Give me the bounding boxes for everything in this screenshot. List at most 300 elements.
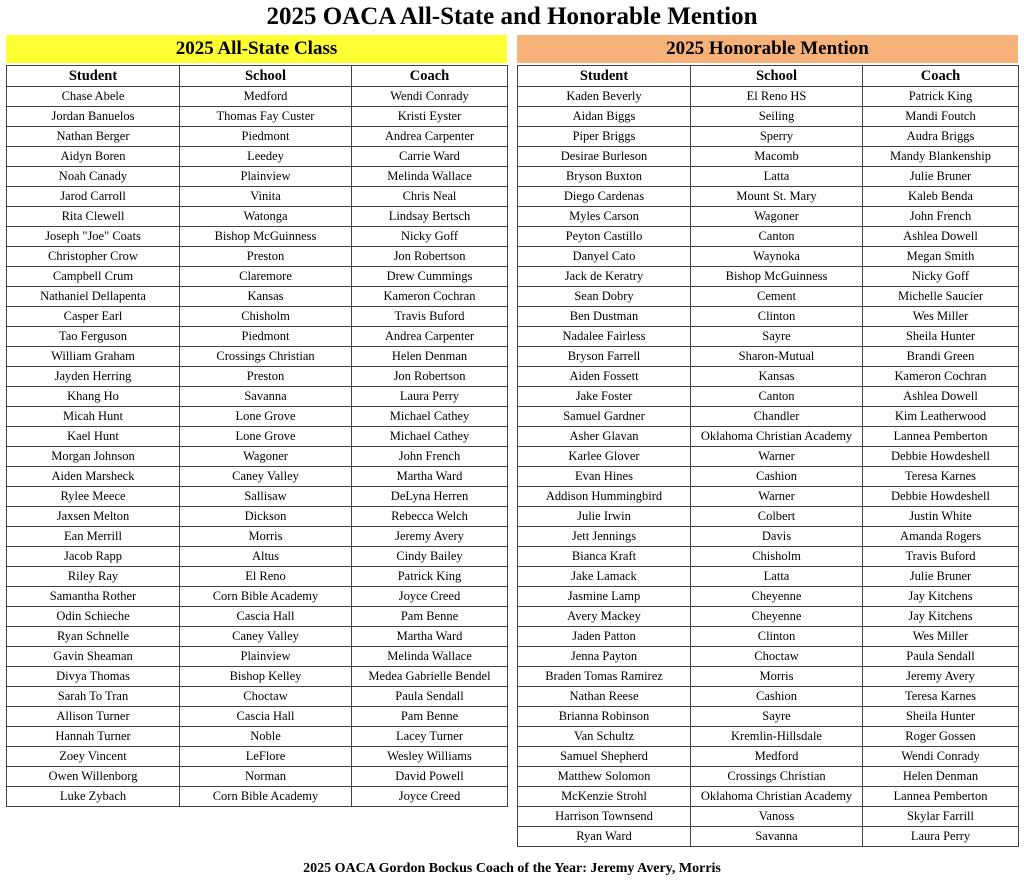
- table-row: [7, 407, 508, 427]
- school-cell: Colbert: [691, 507, 863, 527]
- table-row: [7, 87, 508, 107]
- school-cell: Sharon-Mutual: [691, 347, 863, 367]
- coach-cell: Patrick King: [863, 87, 1019, 107]
- student-cell: Hannah Turner: [7, 727, 180, 747]
- table-row: [7, 127, 508, 147]
- school-cell: Leedey: [180, 147, 352, 167]
- school-cell: Clinton: [691, 627, 863, 647]
- school-cell: Crossings Christian: [180, 347, 352, 367]
- school-cell: Vanoss: [691, 807, 863, 827]
- coach-cell: Michael Cathey: [352, 407, 508, 427]
- table-row: [518, 287, 1019, 307]
- table-row: [518, 647, 1019, 667]
- coach-cell: Joyce Creed: [352, 587, 508, 607]
- school-cell: Plainview: [180, 167, 352, 187]
- student-cell: Jayden Herring: [7, 367, 180, 387]
- school-cell: Claremore: [180, 267, 352, 287]
- student-cell: Jett Jennings: [518, 527, 691, 547]
- coach-cell: Audra Briggs: [863, 127, 1019, 147]
- school-cell: Choctaw: [180, 687, 352, 707]
- student-cell: Piper Briggs: [518, 127, 691, 147]
- school-cell: Plainview: [180, 647, 352, 667]
- coach-cell: John French: [352, 447, 508, 467]
- school-cell: Savanna: [691, 827, 863, 847]
- school-cell: Bishop McGuinness: [691, 267, 863, 287]
- table-row: [7, 487, 508, 507]
- student-cell: Samuel Gardner: [518, 407, 691, 427]
- student-cell: Desirae Burleson: [518, 147, 691, 167]
- table-row: [518, 527, 1019, 547]
- student-cell: Ean Merrill: [7, 527, 180, 547]
- student-cell: Bryson Buxton: [518, 167, 691, 187]
- coach-cell: Kaleb Benda: [863, 187, 1019, 207]
- coach-cell: Amanda Rogers: [863, 527, 1019, 547]
- student-cell: Chase Abele: [7, 87, 180, 107]
- student-cell: Harrison Townsend: [518, 807, 691, 827]
- school-cell: Oklahoma Christian Academy: [691, 427, 863, 447]
- table-row: [518, 787, 1019, 807]
- school-cell: Cascia Hall: [180, 607, 352, 627]
- honorable-mention-table: [517, 65, 1019, 847]
- school-cell: Chandler: [691, 407, 863, 427]
- table-row: [7, 267, 508, 287]
- school-cell: Watonga: [180, 207, 352, 227]
- coach-cell: Sheila Hunter: [863, 707, 1019, 727]
- column-header-coach: Coach: [863, 66, 1019, 87]
- table-row: [518, 87, 1019, 107]
- school-cell: Seiling: [691, 107, 863, 127]
- student-cell: Danyel Cato: [518, 247, 691, 267]
- school-cell: Warner: [691, 447, 863, 467]
- school-cell: Cheyenne: [691, 607, 863, 627]
- school-cell: Vinita: [180, 187, 352, 207]
- school-cell: Bishop McGuinness: [180, 227, 352, 247]
- table-row: [7, 387, 508, 407]
- coach-cell: Andrea Carpenter: [352, 127, 508, 147]
- student-cell: William Graham: [7, 347, 180, 367]
- all-state-rows: [7, 87, 508, 807]
- table-row: [518, 667, 1019, 687]
- student-cell: Luke Zybach: [7, 787, 180, 807]
- school-cell: Dickson: [180, 507, 352, 527]
- table-row: [518, 447, 1019, 467]
- table-row: [7, 747, 508, 767]
- school-cell: Chisholm: [180, 307, 352, 327]
- student-cell: Gavin Sheaman: [7, 647, 180, 667]
- coach-cell: Jon Robertson: [352, 247, 508, 267]
- coach-cell: Nicky Goff: [352, 227, 508, 247]
- student-cell: Riley Ray: [7, 567, 180, 587]
- coach-cell: Laura Perry: [863, 827, 1019, 847]
- student-cell: Morgan Johnson: [7, 447, 180, 467]
- school-cell: Norman: [180, 767, 352, 787]
- coach-cell: John French: [863, 207, 1019, 227]
- school-cell: Oklahoma Christian Academy: [691, 787, 863, 807]
- table-row: [7, 227, 508, 247]
- coach-cell: Kim Leatherwood: [863, 407, 1019, 427]
- coach-cell: Justin White: [863, 507, 1019, 527]
- coach-cell: Jeremy Avery: [863, 667, 1019, 687]
- table-row: [518, 227, 1019, 247]
- honorable-mention-rows: [518, 87, 1019, 847]
- table-row: [7, 787, 508, 807]
- school-cell: Thomas Fay Custer: [180, 107, 352, 127]
- table-row: [7, 467, 508, 487]
- school-cell: Lone Grove: [180, 407, 352, 427]
- student-cell: Kaden Beverly: [518, 87, 691, 107]
- table-row: [7, 647, 508, 667]
- school-cell: Cashion: [691, 687, 863, 707]
- student-cell: Jaxsen Melton: [7, 507, 180, 527]
- table-row: [518, 687, 1019, 707]
- school-cell: Preston: [180, 367, 352, 387]
- coach-cell: Nicky Goff: [863, 267, 1019, 287]
- all-state-heading: 2025 All-State Class: [6, 35, 507, 63]
- school-cell: Davis: [691, 527, 863, 547]
- coach-cell: Kristi Eyster: [352, 107, 508, 127]
- coach-cell: Teresa Karnes: [863, 467, 1019, 487]
- table-row: [7, 527, 508, 547]
- student-cell: Evan Hines: [518, 467, 691, 487]
- table-row: [518, 147, 1019, 167]
- coach-cell: Julie Bruner: [863, 567, 1019, 587]
- table-row: [7, 607, 508, 627]
- coach-cell: Lannea Pemberton: [863, 427, 1019, 447]
- coach-cell: Travis Buford: [352, 307, 508, 327]
- student-cell: Micah Hunt: [7, 407, 180, 427]
- student-cell: Nathan Reese: [518, 687, 691, 707]
- student-cell: Aidyn Boren: [7, 147, 180, 167]
- school-cell: Kansas: [691, 367, 863, 387]
- coach-cell: Michael Cathey: [352, 427, 508, 447]
- coach-cell: Helen Denman: [863, 767, 1019, 787]
- all-state-table: [6, 65, 508, 807]
- school-cell: Latta: [691, 567, 863, 587]
- student-cell: Jake Foster: [518, 387, 691, 407]
- coach-cell: Wes Miller: [863, 627, 1019, 647]
- student-cell: Sean Dobry: [518, 287, 691, 307]
- column-header-coach: Coach: [352, 66, 508, 87]
- column-header-student: Student: [518, 66, 691, 87]
- school-cell: LeFlore: [180, 747, 352, 767]
- table-row: [7, 147, 508, 167]
- coach-cell: Andrea Carpenter: [352, 327, 508, 347]
- student-cell: McKenzie Strohl: [518, 787, 691, 807]
- coach-cell: Paula Sendall: [863, 647, 1019, 667]
- column-header-student: Student: [7, 66, 180, 87]
- school-cell: Piedmont: [180, 127, 352, 147]
- coach-cell: Wes Miller: [863, 307, 1019, 327]
- school-cell: Lone Grove: [180, 427, 352, 447]
- school-cell: Sallisaw: [180, 487, 352, 507]
- coach-cell: Wendi Conrady: [352, 87, 508, 107]
- coach-cell: Wendi Conrady: [863, 747, 1019, 767]
- school-cell: Kansas: [180, 287, 352, 307]
- student-cell: Owen Willenborg: [7, 767, 180, 787]
- school-cell: Choctaw: [691, 647, 863, 667]
- table-row: [7, 447, 508, 467]
- coach-cell: Kameron Cochran: [352, 287, 508, 307]
- school-cell: Medford: [180, 87, 352, 107]
- student-cell: Christopher Crow: [7, 247, 180, 267]
- coach-cell: Cindy Bailey: [352, 547, 508, 567]
- school-cell: Piedmont: [180, 327, 352, 347]
- student-cell: Myles Carson: [518, 207, 691, 227]
- school-cell: Corn Bible Academy: [180, 787, 352, 807]
- coach-cell: Joyce Creed: [352, 787, 508, 807]
- student-cell: Divya Thomas: [7, 667, 180, 687]
- table-row: [7, 367, 508, 387]
- student-cell: Zoey Vincent: [7, 747, 180, 767]
- table-row: [7, 567, 508, 587]
- table-row: [518, 727, 1019, 747]
- table-row: [518, 367, 1019, 387]
- student-cell: Aiden Fossett: [518, 367, 691, 387]
- coach-cell: Roger Gossen: [863, 727, 1019, 747]
- honorable-mention-panel: [517, 35, 1018, 847]
- coach-cell: Jay Kitchens: [863, 587, 1019, 607]
- coach-cell: Ashlea Dowell: [863, 387, 1019, 407]
- student-cell: Braden Tomas Ramirez: [518, 667, 691, 687]
- column-header-school: School: [691, 66, 863, 87]
- coach-cell: Michelle Saucier: [863, 287, 1019, 307]
- table-row: [518, 107, 1019, 127]
- student-cell: Jenna Payton: [518, 647, 691, 667]
- coach-cell: Patrick King: [352, 567, 508, 587]
- table-row: [7, 247, 508, 267]
- table-row: [7, 507, 508, 527]
- table-row: [518, 167, 1019, 187]
- coach-cell: Kameron Cochran: [863, 367, 1019, 387]
- table-row: [518, 347, 1019, 367]
- coach-cell: Ashlea Dowell: [863, 227, 1019, 247]
- coach-cell: Martha Ward: [352, 467, 508, 487]
- school-cell: Warner: [691, 487, 863, 507]
- student-cell: Aidan Biggs: [518, 107, 691, 127]
- table-header-row: [518, 66, 1019, 87]
- student-cell: Bianca Kraft: [518, 547, 691, 567]
- page-title: 2025 OACA All-State and Honorable Mention: [266, 3, 758, 30]
- column-header-school: School: [180, 66, 352, 87]
- school-cell: Canton: [691, 387, 863, 407]
- coach-cell: David Powell: [352, 767, 508, 787]
- student-cell: Rylee Meece: [7, 487, 180, 507]
- student-cell: Jacob Rapp: [7, 547, 180, 567]
- student-cell: Jaden Patton: [518, 627, 691, 647]
- student-cell: Jordan Banuelos: [7, 107, 180, 127]
- table-header-row: [7, 66, 508, 87]
- student-cell: Peyton Castillo: [518, 227, 691, 247]
- student-cell: Asher Glavan: [518, 427, 691, 447]
- table-row: [7, 307, 508, 327]
- school-cell: Bishop Kelley: [180, 667, 352, 687]
- table-row: [7, 547, 508, 567]
- school-cell: Chisholm: [691, 547, 863, 567]
- coach-cell: Jay Kitchens: [863, 607, 1019, 627]
- student-cell: Addison Hummingbird: [518, 487, 691, 507]
- student-cell: Nadalee Fairless: [518, 327, 691, 347]
- school-cell: Medford: [691, 747, 863, 767]
- coach-cell: Carrie Ward: [352, 147, 508, 167]
- student-cell: Karlee Glover: [518, 447, 691, 467]
- school-cell: Mount St. Mary: [691, 187, 863, 207]
- table-row: [518, 827, 1019, 847]
- coach-cell: Megan Smith: [863, 247, 1019, 267]
- school-cell: Wagoner: [691, 207, 863, 227]
- school-cell: El Reno HS: [691, 87, 863, 107]
- table-row: [7, 687, 508, 707]
- school-cell: Crossings Christian: [691, 767, 863, 787]
- school-cell: Sayre: [691, 707, 863, 727]
- coach-cell: Pam Benne: [352, 607, 508, 627]
- table-row: [518, 547, 1019, 567]
- student-cell: Julie Irwin: [518, 507, 691, 527]
- coach-cell: Brandi Green: [863, 347, 1019, 367]
- school-cell: Sperry: [691, 127, 863, 147]
- student-cell: Ryan Schnelle: [7, 627, 180, 647]
- coach-of-the-year: 2025 OACA Gordon Bockus Coach of the Year: Jeremy Avery, Morris: [303, 861, 721, 876]
- student-cell: Diego Cardenas: [518, 187, 691, 207]
- table-row: [7, 627, 508, 647]
- coach-cell: Melinda Wallace: [352, 647, 508, 667]
- school-cell: Noble: [180, 727, 352, 747]
- student-cell: Aiden Marsheck: [7, 467, 180, 487]
- table-row: [7, 667, 508, 687]
- table-row: [518, 487, 1019, 507]
- student-cell: Sarah To Tran: [7, 687, 180, 707]
- school-cell: Cement: [691, 287, 863, 307]
- school-cell: Kremlin-Hillsdale: [691, 727, 863, 747]
- student-cell: Campbell Crum: [7, 267, 180, 287]
- coach-cell: DeLyna Herren: [352, 487, 508, 507]
- school-cell: Waynoka: [691, 247, 863, 267]
- table-row: [7, 187, 508, 207]
- school-cell: Preston: [180, 247, 352, 267]
- student-cell: Samuel Shepherd: [518, 747, 691, 767]
- coach-cell: Julie Bruner: [863, 167, 1019, 187]
- student-cell: Bryson Farrell: [518, 347, 691, 367]
- table-row: [518, 707, 1019, 727]
- table-row: [518, 747, 1019, 767]
- coach-cell: Lacey Turner: [352, 727, 508, 747]
- table-row: [7, 587, 508, 607]
- school-cell: Corn Bible Academy: [180, 587, 352, 607]
- table-row: [7, 767, 508, 787]
- coach-cell: Martha Ward: [352, 627, 508, 647]
- table-row: [7, 727, 508, 747]
- student-cell: Khang Ho: [7, 387, 180, 407]
- table-row: [7, 207, 508, 227]
- coach-cell: Jeremy Avery: [352, 527, 508, 547]
- student-cell: Van Schultz: [518, 727, 691, 747]
- table-row: [518, 327, 1019, 347]
- table-row: [7, 347, 508, 367]
- table-row: [518, 567, 1019, 587]
- table-row: [518, 767, 1019, 787]
- table-row: [518, 407, 1019, 427]
- table-row: [7, 167, 508, 187]
- table-row: [518, 427, 1019, 447]
- student-cell: Kael Hunt: [7, 427, 180, 447]
- table-row: [518, 507, 1019, 527]
- school-cell: Morris: [180, 527, 352, 547]
- table-row: [7, 287, 508, 307]
- school-cell: Cashion: [691, 467, 863, 487]
- school-cell: El Reno: [180, 567, 352, 587]
- coach-cell: Laura Perry: [352, 387, 508, 407]
- student-cell: Tao Ferguson: [7, 327, 180, 347]
- coach-cell: Sheila Hunter: [863, 327, 1019, 347]
- student-cell: Joseph "Joe" Coats: [7, 227, 180, 247]
- table-row: [518, 187, 1019, 207]
- coach-cell: Jon Robertson: [352, 367, 508, 387]
- school-cell: Clinton: [691, 307, 863, 327]
- all-state-panel: [6, 35, 507, 807]
- table-row: [518, 207, 1019, 227]
- school-cell: Savanna: [180, 387, 352, 407]
- student-cell: Rita Clewell: [7, 207, 180, 227]
- student-cell: Avery Mackey: [518, 607, 691, 627]
- table-row: [518, 607, 1019, 627]
- student-cell: Jasmine Lamp: [518, 587, 691, 607]
- coach-cell: Wesley Williams: [352, 747, 508, 767]
- table-row: [518, 267, 1019, 287]
- student-cell: Ben Dustman: [518, 307, 691, 327]
- school-cell: Latta: [691, 167, 863, 187]
- student-cell: Nathan Berger: [7, 127, 180, 147]
- coach-cell: Pam Benne: [352, 707, 508, 727]
- table-row: [7, 707, 508, 727]
- coach-cell: Lindsay Bertsch: [352, 207, 508, 227]
- school-cell: Wagoner: [180, 447, 352, 467]
- student-cell: Matthew Solomon: [518, 767, 691, 787]
- student-cell: Ryan Ward: [518, 827, 691, 847]
- coach-cell: Teresa Karnes: [863, 687, 1019, 707]
- student-cell: Noah Canady: [7, 167, 180, 187]
- student-cell: Brianna Robinson: [518, 707, 691, 727]
- school-cell: Macomb: [691, 147, 863, 167]
- school-cell: Sayre: [691, 327, 863, 347]
- student-cell: Samantha Rother: [7, 587, 180, 607]
- table-row: [7, 107, 508, 127]
- coach-cell: Lannea Pemberton: [863, 787, 1019, 807]
- student-cell: Jack de Keratry: [518, 267, 691, 287]
- coach-cell: Mandy Blankenship: [863, 147, 1019, 167]
- coach-cell: Melinda Wallace: [352, 167, 508, 187]
- table-row: [7, 427, 508, 447]
- coach-cell: Rebecca Welch: [352, 507, 508, 527]
- school-cell: Canton: [691, 227, 863, 247]
- coach-cell: Debbie Howdeshell: [863, 487, 1019, 507]
- honorable-mention-heading: 2025 Honorable Mention: [517, 35, 1018, 63]
- table-row: [518, 807, 1019, 827]
- school-cell: Caney Valley: [180, 627, 352, 647]
- school-cell: Morris: [691, 667, 863, 687]
- student-cell: Odin Schieche: [7, 607, 180, 627]
- school-cell: Altus: [180, 547, 352, 567]
- table-row: [518, 387, 1019, 407]
- coach-cell: Mandi Foutch: [863, 107, 1019, 127]
- coach-cell: Travis Buford: [863, 547, 1019, 567]
- coach-cell: Drew Cummings: [352, 267, 508, 287]
- table-row: [518, 627, 1019, 647]
- student-cell: Casper Earl: [7, 307, 180, 327]
- school-cell: Caney Valley: [180, 467, 352, 487]
- coach-cell: Chris Neal: [352, 187, 508, 207]
- coach-cell: Skylar Farrill: [863, 807, 1019, 827]
- table-row: [518, 467, 1019, 487]
- school-cell: Cascia Hall: [180, 707, 352, 727]
